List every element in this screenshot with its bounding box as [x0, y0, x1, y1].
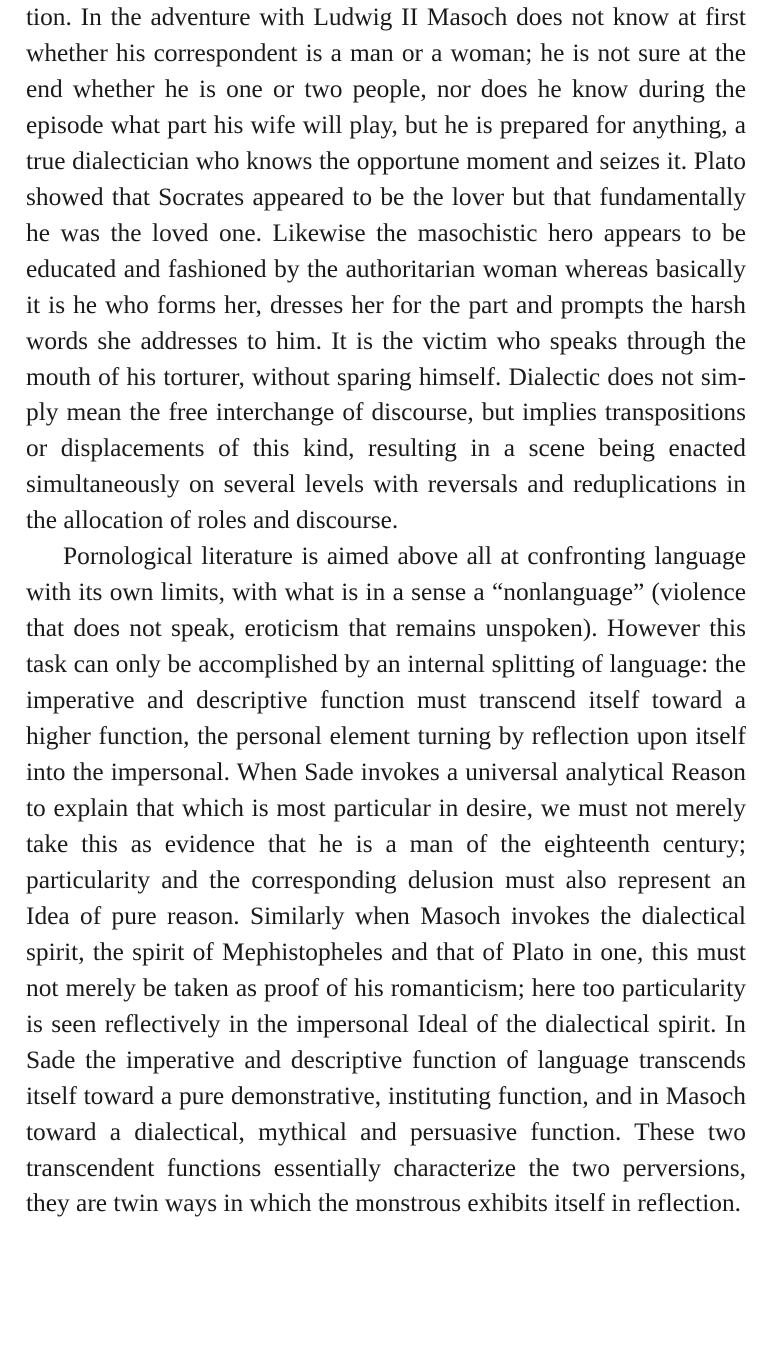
paragraph-pornological-literature: Pornological literature is aimed above all at confronting language with its own limits, with what is in a sense a “nonlanguage” (violence that does not speak, eroticism that remains unspoken). However this task can only be accomplished by an internal splitting of language: the imperative and descriptive function must transcend itself toward a higher function, the personal element turning by reflection upon itself into the impersonal. When Sade invokes a universal analytical Reason to explain that which is most particular in desire, we must not merely take this as evidence that he is a man of the eighteenth century; particularity and the corresponding delusion must also represent an Idea of pure reason. Similarly when Masoch invokes the dialectical spirit, the spirit of Mephistopheles and that of Plato in one, this must not merely be taken as proof of his romanticism; here too particularity is seen reflectively in the impersonal Ideal of the dialectical spirit. In Sade the imperative and descriptive function of language transcends itself toward a pure demonstrative, instituting function, and in Masoch toward a dialectical, mythical and persuasive function. These two transcendent functions essentially characterize the two perversions, they are twin ways in which the monstrous exhibits itself in reflection.: [26, 542, 746, 1218]
book-page: [26, 0, 746, 1222]
paragraph-continued: tion. In the adventure with Ludwig II Masoch does not know at first whether his correspondent is a man or a woman; he is not sure at the end whether he is one or two people, nor does he know during the episode what part his wife will play, but he is prepared for anything, a true dialectician who knows the opportune moment and seizes it. Plato showed that Socrates appeared to be the lover but that fundamentally he was the loved one. Likewise the masochistic hero appears to be educated and fashioned by the authoritarian woman whereas basically it is he who forms her, dresses her for the part and prompts the harsh words she addresses to him. It is the victim who speaks through the mouth of his torturer, without sparing himself. Dialectic does not simply mean the free interchange of discourse, but implies transpositions or displacements of this kind, resulting in a scene being enacted simultaneously on several levels with reversals and reduplications in the allocation of roles and discourse.: [26, 3, 746, 535]
